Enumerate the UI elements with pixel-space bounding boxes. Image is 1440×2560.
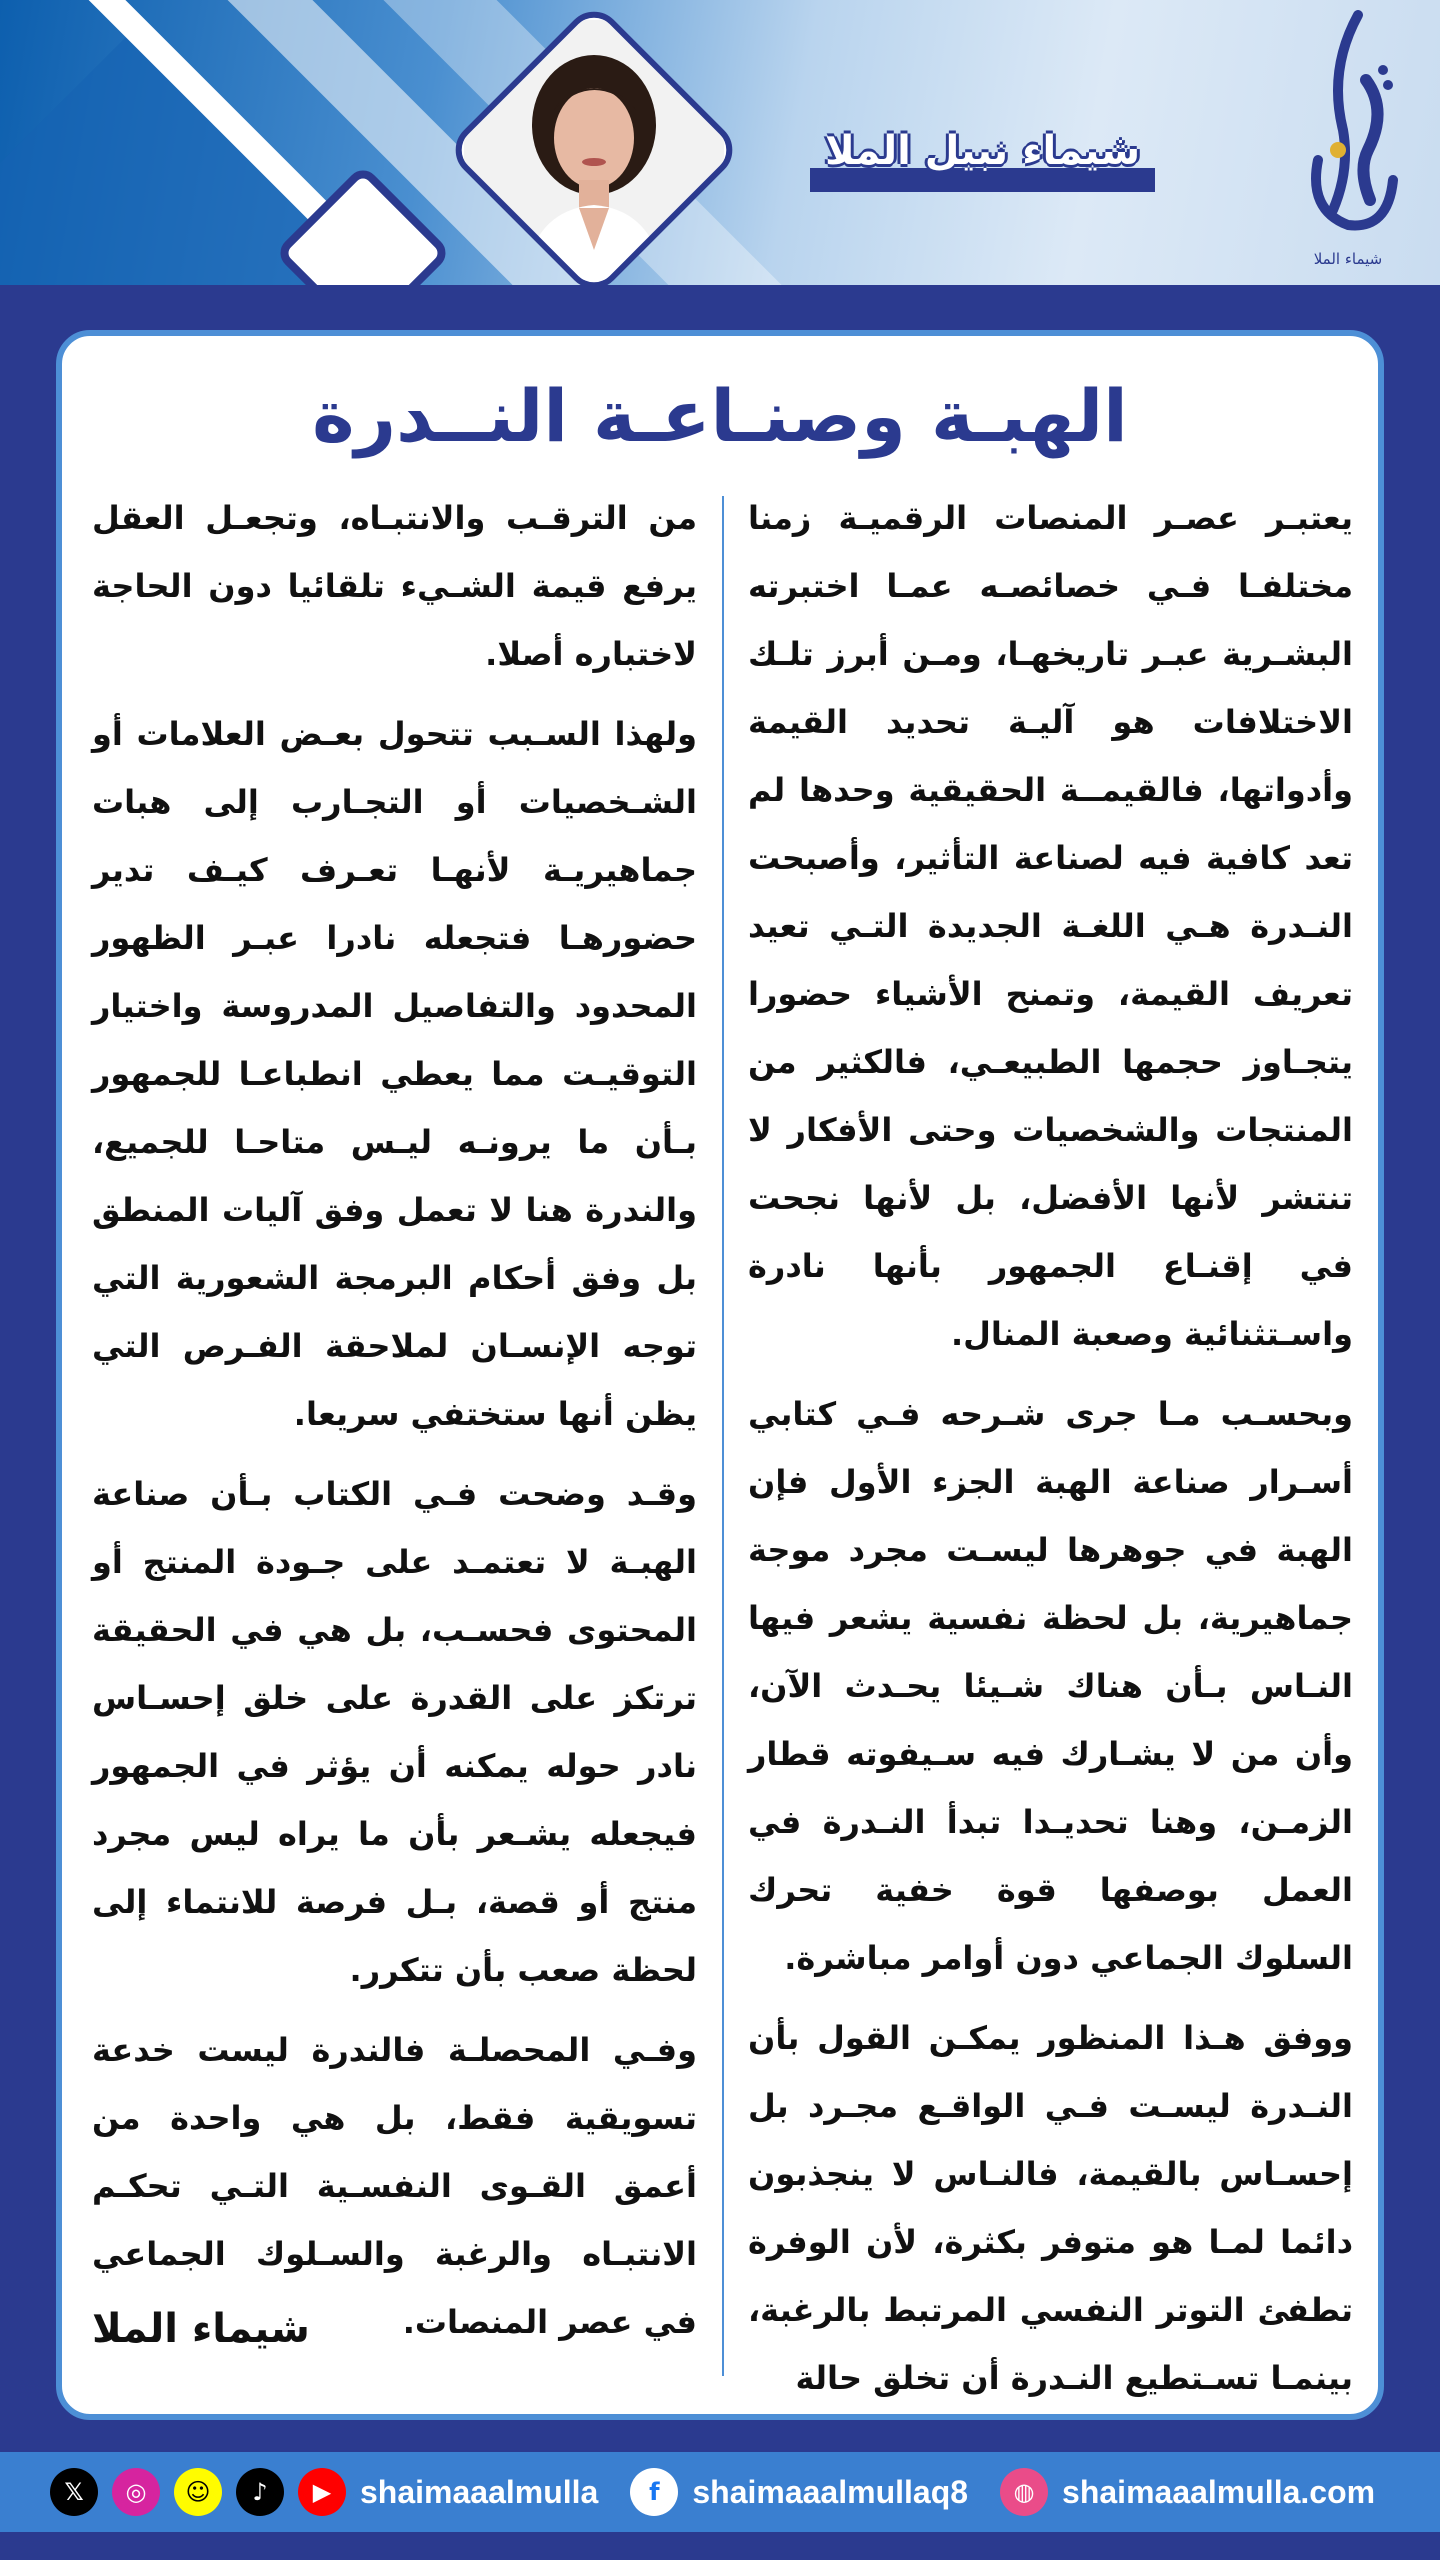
social-footer xyxy=(0,2452,1440,2532)
author-name: شيماء نبيل الملا xyxy=(824,128,1141,174)
facebook-icon[interactable]: f xyxy=(630,2468,678,2516)
website-icon[interactable]: ◍ xyxy=(1000,2468,1048,2516)
facebook-handle-link[interactable]: shaimaaalmullaq8 xyxy=(692,2473,969,2510)
article-column-right xyxy=(748,484,1353,2424)
social-links xyxy=(50,2452,1393,2532)
article-column-left xyxy=(92,484,697,2368)
tiktok-icon[interactable]: ♪ xyxy=(236,2468,284,2516)
youtube-icon[interactable]: ▶ xyxy=(298,2468,346,2516)
author-signature: شيماء الملا xyxy=(92,2306,310,2352)
instagram-icon[interactable]: ◎ xyxy=(112,2468,160,2516)
snapchat-icon[interactable]: ☺ xyxy=(174,2468,222,2516)
paragraph: يعتبـر عصـر المنصات الرقميـة زمنا مختلفـا فـي خصائصـه عمـا اختبرته البشـرية عبـر تاريخهـا، ومـن أبرز تلـك الاختلافات هو آليـة تحديد القيمة وأدواتها، فالقيمــة الحقيقية وحدها لم تعد كافية فيه لصناعة التأثير، وأصبحت النـدرة هـي اللغـة الجديدة التـي تعيد تعريف القيمة، وتمنح الأشياء حضورا يتجـاوز حجمها الطبيعـي، فالكثير من المنتجات والشخصيات وحتى الأفكار لا تنتشر لأنها الأفضل، بل لأنها نجحت في إقنـاع الجمهور بأنها نادرة واسـتثنائية وصعبة المنال. xyxy=(748,499,1353,1353)
paragraph: ولهذا السـبب تتحول بعـض العلامات أو الشـخصيات أو التجـارب إلى هبات جماهيريـة لأنهـا تعـرف كيـف تدير حضورهـا فتجعله نادرا عبـر الظهور المحدود والتفاصيل المدروسة واختيار التوقيـت مما يعطي انطباعـا للجمهور بـأن ما يرونـه ليـس متاحـا للجميع، والندرة هنا لا تعمل وفق آليات المنطق بل وفق أحكام البرمجة الشعورية التي توجه الإنسـان لملاحقة الفـرص التي يظن أنها ستختفي سريعا. xyxy=(92,715,697,1433)
paragraph: وفـي المحصلـة فالندرة ليست خدعة تسويقية فقط، بل هي واحدة من أعمق القـوى النفسـية التـي تحكـم الانتبـاه والرغبة والسـلوك الجماعي في عصر المنصات. xyxy=(92,2031,697,2341)
website-link[interactable]: shaimaaalmulla.com xyxy=(1062,2473,1376,2510)
brand-logo xyxy=(1288,10,1408,260)
logo-caption: شيماء الملا xyxy=(1313,250,1383,268)
column-divider xyxy=(722,496,724,2376)
paragraph: وبحسـب مـا جرى شـرحه فـي كتابي أسـرار صناعة الهبة الجزء الأول فإن الهبة في جوهرها ليسـت مجرد موجة جماهيرية، بل لحظة نفسية يشعر فيها النـاس بـأن هناك شـيئا يحـدث الآن، وأن من لا يشـارك فيه سـيفوته قطار الزمـن، وهنا تحديـدا تبدأ النـدرة في العمل بوصفها قوة خفية تحرك السلوك الجماعي دون أوامر مباشرة. xyxy=(748,1395,1353,1977)
paragraph: ووفق هـذا المنظور يمكـن القول بأن النـدرة ليسـت فـي الواقـع مجـرد بل إحسـاس بالقيمة، فالنـاس لا ينجذبون دائما لمـا هو متوفر بكثرة، لأن الوفرة تطفئ التوتر النفسي المرتبط بالرغبة، بينمـا تسـتطيع النـدرة أن تخلق حالة xyxy=(748,2019,1353,2397)
paragraph: وقـد وضحت فـي الكتاب بـأن صناعة الهبـة لا تعتمـد على جـودة المنتج أو المحتوى فحسـب، بل هي في الحقيقة ترتكز على القدرة على خلق إحسـاس نادر حوله يمكنه أن يؤثر في الجمهور فيجعله يشـعر بأن ما يراه ليس مجرد منتج أو قصة، بـل فرصة للانتماء إلى لحظة صعب بأن تتكرر. xyxy=(92,1475,697,1989)
paragraph: من الترقـب والانتبـاه، وتجعـل العقل يرفع قيمة الشـيء تلقائيا دون الحاجة لاختباره أصلا. xyxy=(92,499,697,673)
x-icon[interactable]: 𝕏 xyxy=(50,2468,98,2516)
article-card xyxy=(56,330,1384,2420)
article-title: الهبـة وصنـاعـة النــدرة xyxy=(312,374,1128,458)
social-handle-link[interactable]: shaimaaalmulla xyxy=(360,2473,599,2510)
header-banner xyxy=(0,0,1440,285)
